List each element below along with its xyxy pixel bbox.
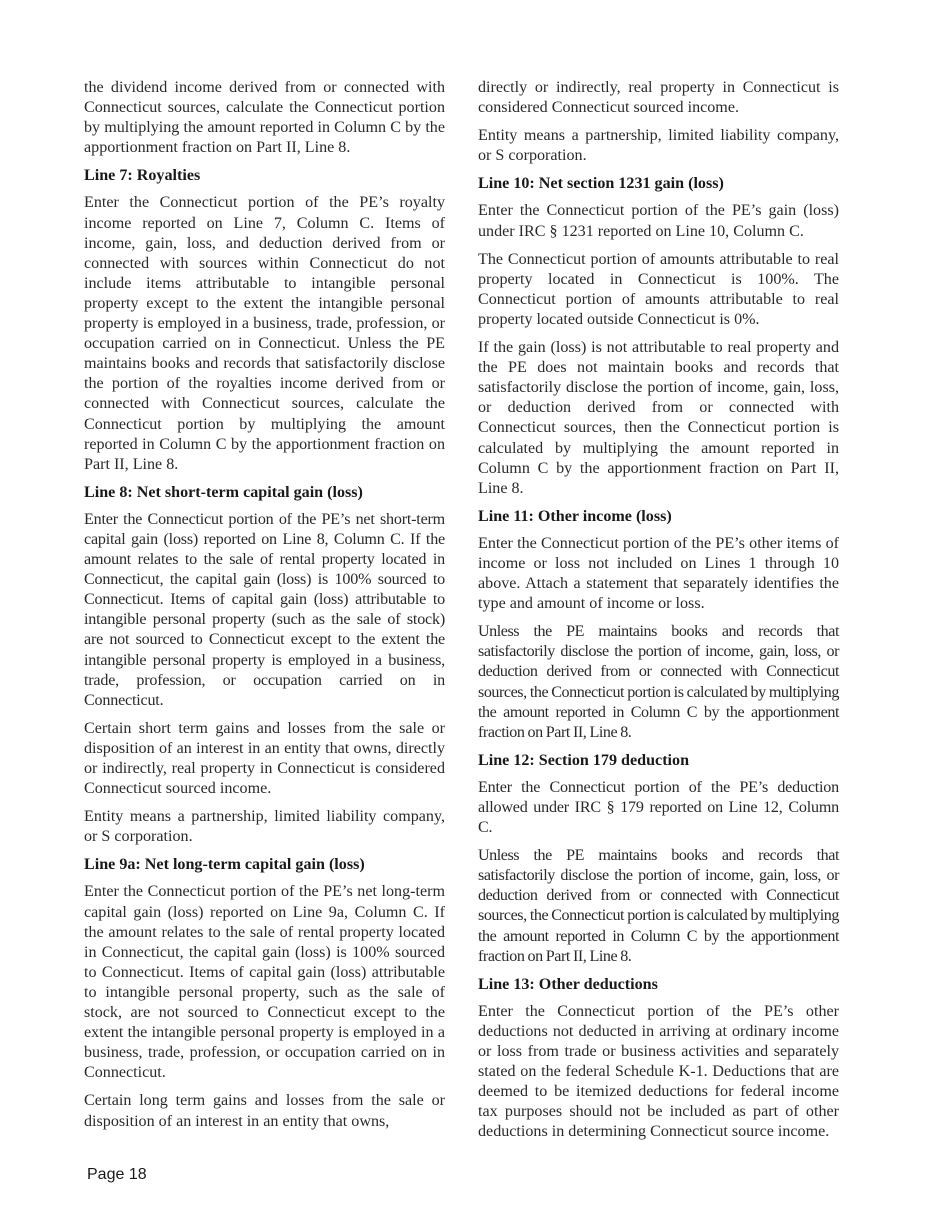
- right-column: [478, 78, 839, 1151]
- paragraph: If the gain (loss) is not attributable to real property and the PE does not maintain books and records that satisfactorily disclose the portion of income, gain, loss, or deduction derived from or connected with Connecticut sources, then the Connecticut portion is calculated by multiplying the amount reported in Column C by the apportionment fraction on Part II, Line 8.: [478, 339, 839, 497]
- paragraph: Certain long term gains and losses from the sale or disposition of an interest in an entity that owns,: [84, 1092, 445, 1130]
- paragraph: Enter the Connecticut portion of the PE’s net short-term capital gain (loss) reported on Line 8, Column C. If the amount relates to the sale of rental property located in Connecticut, the capital gain (loss) is 100% sourced to Connecticut. Items of capital gain (loss) attributable to intangible personal property (such as the sale of stock) are not sourced to Connecticut except to the extent the intangible personal property is employed in a business, trade, profession, or occupation carried on in Connecticut.: [84, 510, 445, 709]
- paragraph: directly or indirectly, real property in Connecticut is considered Connecticut sourced income.: [478, 79, 839, 117]
- section-heading-line-11: Line 11: Other income (loss): [478, 507, 672, 525]
- left-column: [84, 78, 445, 1140]
- paragraph: Enter the Connecticut portion of the PE’s deduction allowed under IRC § 179 reported on Line 12, Column C.: [478, 778, 839, 837]
- paragraph: Unless the PE maintains books and records that satisfactorily disclose the portion of income, gain, loss, or deduction derived from or connected with Connecticut sources, the Connecticut portion is calculated by multiplying the amount reported in Column C by the apportionment fraction on Part II, Line 8.: [478, 847, 839, 965]
- section-heading-line-7: Line 7: Royalties: [84, 167, 201, 185]
- paragraph: Enter the Connecticut portion of the PE’s royalty income reported on Line 7, Column C. Items of income, gain, loss, and deduction derived from or connected with sources within Connecticut do not include items attributable to intangible personal property except to the extent the intangible personal property is employed in a business, trade, profession, or occupation carried on in Connecticut. Unless the PE maintains books and records that satisfactorily disclose the portion of the royalties income derived from or connected with Connecticut sources, calculate the Connecticut portion by multiplying the amount reported in Column C by the apportionment fraction on Part II, Line 8.: [84, 194, 445, 473]
- paragraph: Enter the Connecticut portion of the PE’s net long-term capital gain (loss) reported on Line 9a, Column C. If the amount relates to the sale of rental property located in Connecticut, the capital gain (loss) is 100% sourced to Connecticut. Items of capital gain (loss) attributable to intangible personal property, such as the sale of stock, are not sourced to Connecticut except to the extent the intangible personal property is employed in a business, trade, profession, or occupation carried on in Connecticut.: [84, 883, 445, 1082]
- section-heading-line-9a: Line 9a: Net long-term capital gain (loss): [84, 856, 365, 874]
- section-heading-line-13: Line 13: Other deductions: [478, 975, 658, 993]
- paragraph: Entity means a partnership, limited liability company, or S corporation.: [84, 808, 445, 846]
- paragraph: Enter the Connecticut portion of the PE’s other items of income or loss not included on Lines 1 through 10 above. Attach a statement that separately identifies the type and amount of income or loss.: [478, 534, 839, 613]
- paragraph: Enter the Connecticut portion of the PE’s gain (loss) under IRC § 1231 reported on Line 10, Column C.: [478, 202, 839, 240]
- paragraph: Enter the Connecticut portion of the PE’s other deductions not deducted in arriving at ordinary income or loss from trade or business activities and separately stated on the federal Schedule K-1. Deductions that are deemed to be itemized deductions for federal income tax purposes should not be included as part of other deductions in determining Connecticut source income.: [478, 1002, 839, 1141]
- section-heading-line-10: Line 10: Net section 1231 gain (loss): [478, 175, 724, 193]
- page-number: Page 18: [87, 1166, 147, 1183]
- section-heading-line-12: Line 12: Section 179 deduction: [478, 751, 690, 769]
- paragraph: the dividend income derived from or connected with Connecticut sources, calculate the Connecticut portion by multiplying the amount reported in Column C by the apportionment fraction on Part II, Line 8.: [84, 79, 445, 157]
- paragraph: Certain short term gains and losses from the sale or disposition of an interest in an entity that owns, directly or indirectly, real property in Connecticut is considered Connecticut sourced income.: [84, 719, 445, 798]
- paragraph: Unless the PE maintains books and records that satisfactorily disclose the portion of income, gain, loss, or deduction derived from or connected with Connecticut sources, the Connecticut portion is calculated by multiplying the amount reported in Column C by the apportionment fraction on Part II, Line 8.: [478, 623, 839, 741]
- paragraph: Entity means a partnership, limited liability company, or S corporation.: [478, 127, 839, 165]
- section-heading-line-8: Line 8: Net short-term capital gain (loss): [84, 483, 363, 501]
- paragraph: The Connecticut portion of amounts attributable to real property located in Connecticut is 100%. The Connecticut portion of amounts attributable to real property located outside Connecticut is 0%.: [478, 250, 839, 328]
